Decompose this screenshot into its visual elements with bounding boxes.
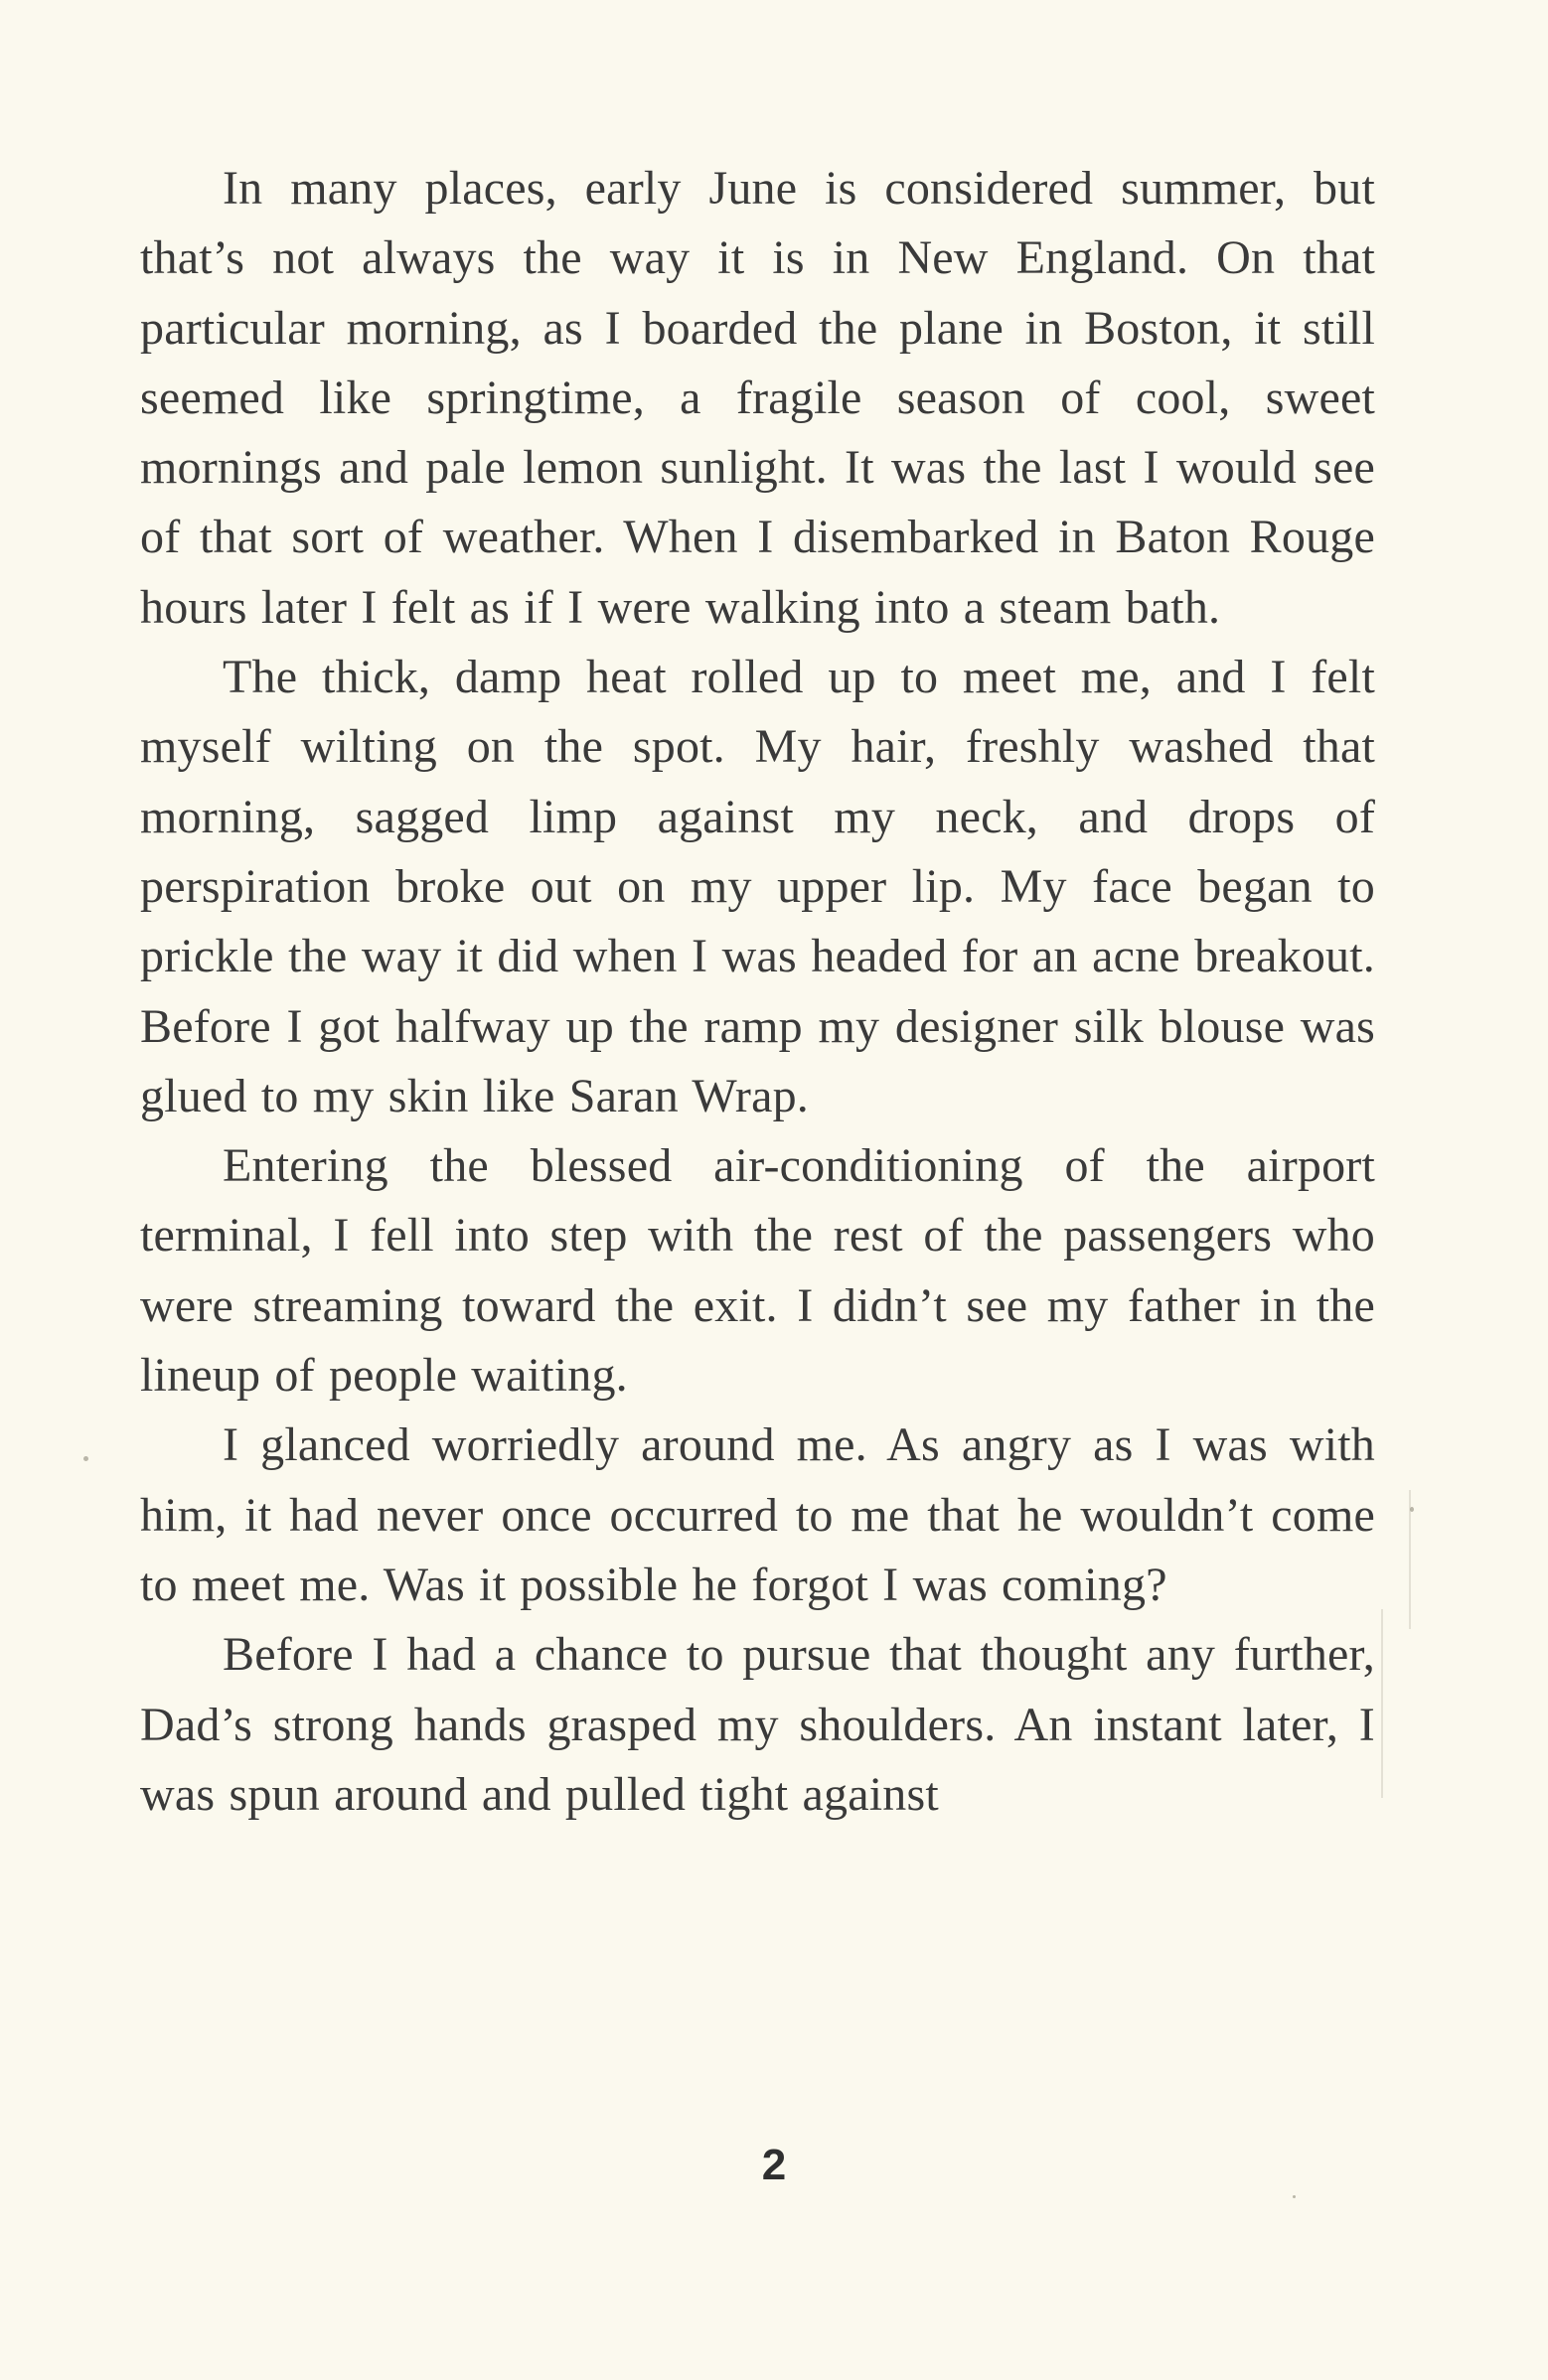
scan-streak	[1409, 1490, 1411, 1629]
paragraph-5: Before I had a chance to pursue that thought any further, Dad’s strong hands grasped my shoulders. An instant later, I was spun around and pulled tight against	[140, 1628, 1375, 1821]
paragraph-4: I glanced worriedly around me. As angry as I was with him, it had never once occurred to me that he wouldn’t come to meet me. Was it possible he forgot I was coming?	[140, 1418, 1375, 1611]
scan-speck	[1293, 2195, 1296, 2198]
scan-speck	[83, 1456, 88, 1461]
paragraph-2: The thick, damp heat rolled up to meet me, and I felt myself wilting on the spot. My hair, freshly washed that morning, sagged limp against my neck, and drops of perspiration broke out on my upper lip. My face began to prickle the way it did when I was headed for an acne breakout. Before I got halfway up the ramp my designer silk blouse was glued to my skin like Saran Wrap.	[140, 651, 1375, 1122]
paragraph-1: In many places, early June is considered summer, but that’s not always the way it is in New England. On that particular morning, as I boarded the plane in Boston, it still seemed like springtime, a fragile season of cool, sweet mornings and pale lemon sunlight. It was the last I would see of that sort of weather. When I disembarked in Baton Rouge hours later I felt as if I were walking into a steam bath.	[140, 162, 1375, 634]
body-text	[140, 154, 1375, 1830]
paragraph-3: Entering the blessed air-conditioning of the airport terminal, I fell into step with the rest of the passengers who were streaming toward the exit. I didn’t see my father in the lineup of people waiting.	[140, 1139, 1375, 1403]
page-number: 2	[761, 2141, 787, 2189]
scan-streak	[1381, 1609, 1383, 1798]
